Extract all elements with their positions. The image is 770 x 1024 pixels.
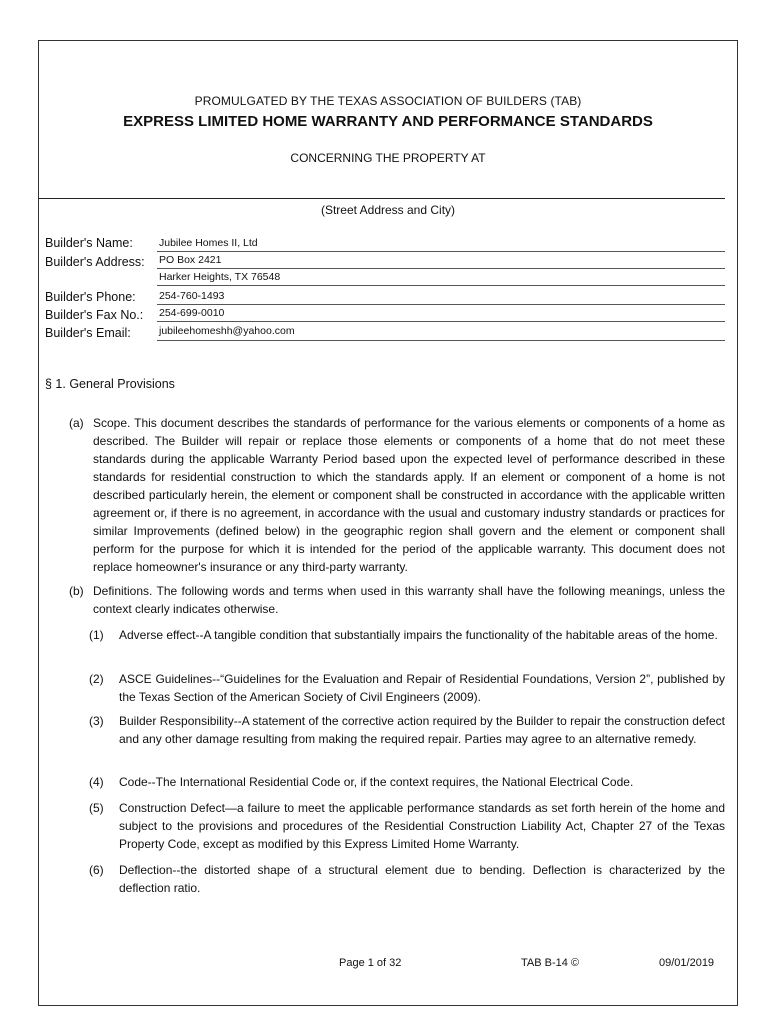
definition-text: Code--The International Residential Code or, if the context requires, the National Electrical Code. (119, 775, 634, 789)
definition-item (89, 861, 725, 897)
definition-number: (1) (89, 628, 104, 642)
definition-text: Deflection--the distorted shape of a structural element due to bending. Deflection is characterized by the deflection ratio. (119, 863, 725, 895)
definition-text: Builder Responsibility--A statement of the corrective action required by the Builder to repair the construction defect and any other damage resulting from making the required repair. Parties may agree to an alternative remedy. (119, 714, 725, 746)
section-heading: § 1. General Provisions (45, 377, 175, 391)
document-page (38, 40, 738, 1006)
definition-number: (4) (89, 775, 104, 789)
promulgated-line: PROMULGATED BY THE TEXAS ASSOCIATION OF BUILDERS (TAB) (194, 94, 582, 108)
document-title: EXPRESS LIMITED HOME WARRANTY AND PERFORMANCE STANDARDS (123, 113, 653, 130)
definition-item (89, 773, 725, 791)
paragraph-text: Definitions. The following words and terms when used in this warranty shall have the following meanings, unless the context clearly indicates otherwise. (93, 584, 725, 616)
definition-number: (3) (89, 714, 104, 728)
builder-email-label: Builder's Email: (45, 326, 131, 340)
builder-address-line2[interactable]: Harker Heights, TX 76548 (159, 271, 281, 283)
builder-fax-value[interactable]: 254-699-0010 (159, 307, 225, 319)
definition-number: (2) (89, 672, 104, 686)
definition-number: (5) (89, 801, 104, 815)
paragraph-label: (b) (69, 584, 84, 598)
definition-text: Construction Defect—a failure to meet the applicable performance standards as set forth herein of the home and subject to the provisions and procedures of the Residential Construction Liability Act, Chapter 27 of the Texas Property Code, except as modified by this Express Limited Home Warranty. (119, 801, 725, 851)
paragraph-label: (a) (69, 416, 84, 430)
builder-email-value[interactable]: jubileehomeshh@yahoo.com (159, 325, 295, 337)
builder-address-underline-2 (157, 285, 725, 286)
concerning-line: CONCERNING THE PROPERTY AT (290, 151, 486, 165)
definition-item (89, 626, 725, 644)
paragraph-text: Scope. This document describes the standards of performance for the various elements or components of a home as described. The Builder will repair or replace those elements or components of a home that do not meet these standards during the applicable Warranty Period based upon the expected level of performance described in these standards for residential construction to which the standards apply. If an element or component of a home is not described particularly herein, the element or component shall be constructed in accordance with the applicable written agreement or, if there is no agreement, in accordance with the usual and customary industry standards or practices for similar Improvements (defined below) in the geographic region shall govern and the element or component shall perform for the purpose for which it is intended for the period of the applicable warranty. This document does not replace homeowner's insurance or any third-party warranty. (93, 416, 725, 574)
page-number: Page 1 of 32 (339, 957, 402, 969)
paragraph-definitions (69, 582, 725, 618)
definition-item (89, 712, 725, 748)
form-id: TAB B-14 © (521, 957, 580, 969)
form-date: 09/01/2019 (659, 957, 715, 969)
definition-item (89, 799, 725, 853)
builder-name-value[interactable]: Jubilee Homes II, Ltd (159, 237, 258, 249)
definition-text: ASCE Guidelines--“Guidelines for the Evaluation and Repair of Residential Foundations, Version 2”, published by the Texas Section of the American Society of Civil Engineers (2009). (119, 672, 725, 704)
definition-item (89, 670, 725, 706)
street-address-caption: (Street Address and City) (320, 203, 456, 217)
street-address-field[interactable] (39, 198, 725, 199)
builder-phone-underline (157, 304, 725, 305)
builder-name-label: Builder's Name: (45, 236, 133, 250)
builder-address-label: Builder's Address: (45, 255, 145, 269)
paragraph-scope (69, 414, 725, 576)
builder-address-line1[interactable]: PO Box 2421 (159, 254, 222, 266)
builder-email-underline (157, 340, 725, 341)
builder-phone-label: Builder's Phone: (45, 290, 136, 304)
builder-address-underline-1 (157, 268, 725, 269)
builder-phone-value[interactable]: 254-760-1493 (159, 290, 225, 302)
builder-fax-label: Builder's Fax No.: (45, 308, 144, 322)
builder-name-underline (157, 251, 725, 252)
builder-fax-underline (157, 321, 725, 322)
definition-text: Adverse effect--A tangible condition that substantially impairs the functionality of the habitable areas of the home. (119, 628, 718, 642)
definition-number: (6) (89, 863, 104, 877)
